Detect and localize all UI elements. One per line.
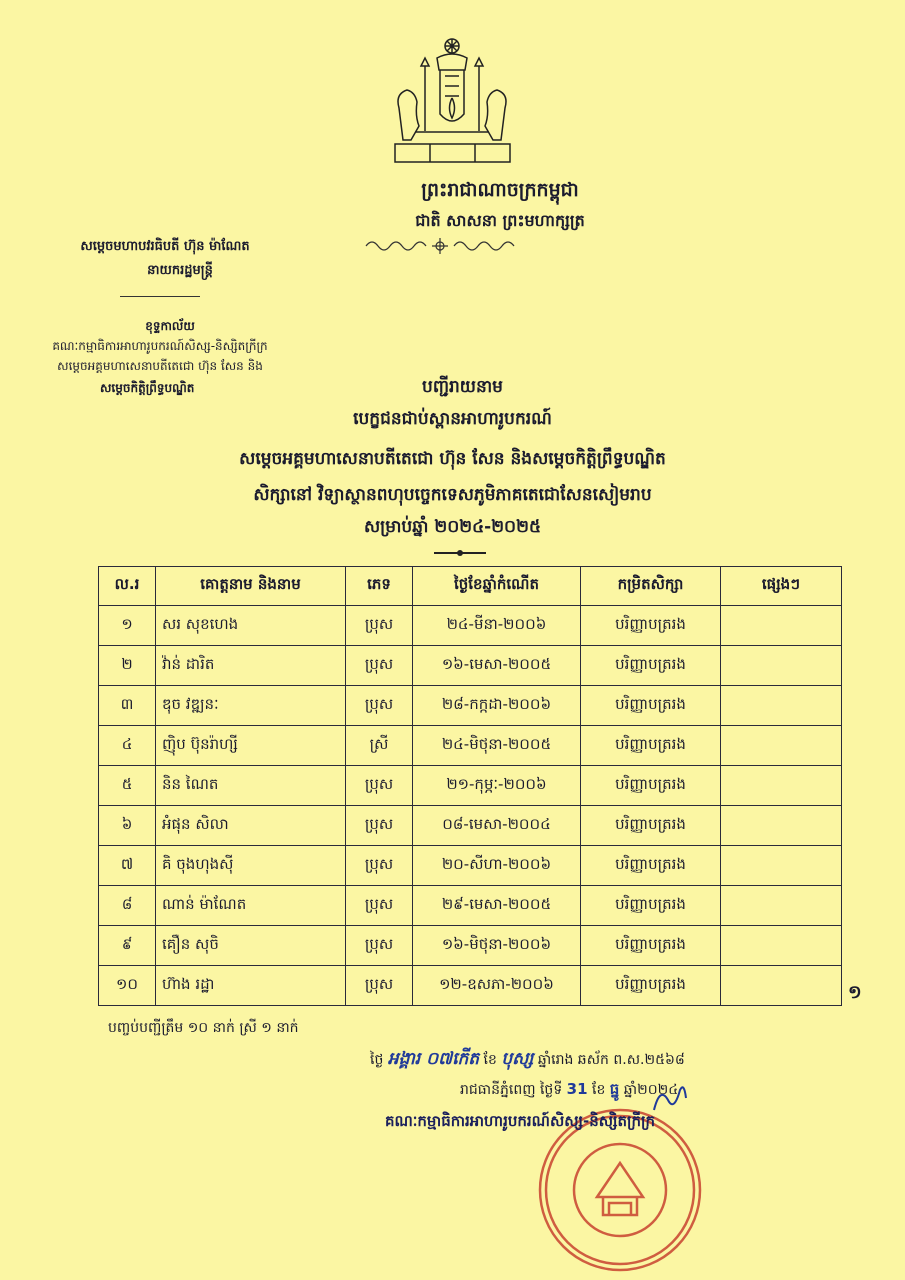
signatory-organization: គណៈកម្មាធិការអាហារូបករណ៍សិស្ស-និស្សិតក្រីក្រ <box>385 1112 656 1130</box>
cell-sex: ប្រុស <box>346 606 413 646</box>
cell-other <box>721 926 842 966</box>
solar-date <box>460 1080 678 1102</box>
prime-minister-title: នាយករដ្ឋមន្ត្រី <box>147 263 213 278</box>
cell-level: បរិញ្ញាបត្ររង <box>581 766 721 806</box>
cell-other <box>721 686 842 726</box>
cell-dob: ២៤-មិថុនា-២០០៥ <box>413 726 581 766</box>
cell-other <box>721 806 842 846</box>
cell-name: អំផុន សិលា <box>156 806 346 846</box>
cell-no: ៥ <box>99 766 156 806</box>
cell-dob: ២១-កុម្ភៈ-២០០៦ <box>413 766 581 806</box>
cell-no: ៨ <box>99 886 156 926</box>
table-row <box>99 646 842 686</box>
column-header: គោត្តនាម និងនាម <box>156 567 346 606</box>
signature-icon <box>650 1080 690 1120</box>
page-number: ១ <box>848 982 862 1003</box>
cell-other <box>721 966 842 1006</box>
cell-sex: ប្រុស <box>346 966 413 1006</box>
cell-level: បរិញ្ញាបត្ររង <box>581 966 721 1006</box>
cell-sex: ប្រុស <box>346 766 413 806</box>
list-summary: បញ្ចប់បញ្ជីត្រឹម ១០ នាក់ ស្រី ១ នាក់ <box>108 1020 299 1036</box>
cell-level: បរិញ្ញាបត្ររង <box>581 886 721 926</box>
cell-dob: ២៤-មីនា-២០០៦ <box>413 606 581 646</box>
cell-dob: ១៦-មេសា-២០០៥ <box>413 646 581 686</box>
cell-dob: ២៩-មេសា-២០០៥ <box>413 886 581 926</box>
cell-level: បរិញ្ញាបត្ររង <box>581 846 721 886</box>
cell-other <box>721 766 842 806</box>
cell-other <box>721 646 842 686</box>
column-header: ផ្សេងៗ <box>721 567 842 606</box>
cell-level: បរិញ្ញាបត្ររង <box>581 726 721 766</box>
royal-coat-of-arms-icon <box>385 36 520 171</box>
table-row <box>99 966 842 1006</box>
cell-no: ៤ <box>99 726 156 766</box>
column-header: ល.រ <box>99 567 156 606</box>
prime-minister-name: សម្ដេចមហាបវរធិបតី ហ៊ុន ម៉ាណែត <box>80 239 250 254</box>
table-row <box>99 926 842 966</box>
cell-sex: ប្រុស <box>346 846 413 886</box>
table-row <box>99 726 842 766</box>
cell-name: វ៉ាន់ ដារិត <box>156 646 346 686</box>
document-subtitle: បេក្ខជនជាប់ស្ពានអាហារូបករណ៍ <box>353 409 552 429</box>
cell-dob: ២០-សីហា-២០០៦ <box>413 846 581 886</box>
kingdom-title: ព្រះរាជាណាចក្រកម្ពុជា <box>421 179 579 201</box>
cell-no: ៧ <box>99 846 156 886</box>
cell-dob: ១២-ឧសភា-២០០៦ <box>413 966 581 1006</box>
lunar-date <box>370 1048 685 1073</box>
cell-no: ៦ <box>99 806 156 846</box>
left-divider <box>120 296 200 297</box>
solar-year: ឆ្នាំ២០២៤ <box>623 1082 679 1098</box>
cell-sex: ប្រុស <box>346 646 413 686</box>
cell-level: បរិញ្ញាបត្ររង <box>581 606 721 646</box>
committee-name: គណៈកម្មាធិការអាហារូបករណ៍សិស្ស-និស្សិតក្រីក្រ <box>52 339 268 353</box>
cell-sex: ស្រី <box>346 726 413 766</box>
solar-month-handwritten: ធ្នូ <box>609 1080 620 1098</box>
lunar-day-handwritten: អង្គារ ០៧កើត <box>387 1049 480 1069</box>
solar-date-prefix: រាជធានីភ្នំពេញ ថ្ងៃទី <box>460 1082 563 1098</box>
cell-name: គិ ចុងហុងស៊ី <box>156 846 346 886</box>
cell-no: ១ <box>99 606 156 646</box>
lunar-month-prefix: ខែ <box>483 1052 497 1068</box>
cell-no: ៩ <box>99 926 156 966</box>
cell-level: បរិញ្ញាបត្ររង <box>581 926 721 966</box>
committee-name-line2: សម្ដេចអគ្គមហាសេនាបតីតេជោ ហ៊ុន សែន និង <box>57 359 263 373</box>
lunar-month-handwritten: បុស្ស <box>501 1049 534 1069</box>
scholarship-name: សម្ដេចអគ្គមហាសេនាបតីតេជោ ហ៊ុន សែន និងសម្ដេចកិត្តិព្រឹទ្ធបណ្ឌិត <box>239 449 666 469</box>
table-row <box>99 766 842 806</box>
candidate-table <box>98 566 842 1006</box>
cell-name: ហ៊ាង រដ្ឋា <box>156 966 346 1006</box>
table-row <box>99 806 842 846</box>
cell-level: បរិញ្ញាបត្ររង <box>581 646 721 686</box>
cell-name: ញ៉ិប ប៊ុនរ៉ាហ្សី <box>156 726 346 766</box>
cell-sex: ប្រុស <box>346 686 413 726</box>
cell-no: ៣ <box>99 686 156 726</box>
table-header-row <box>99 567 842 606</box>
cell-dob: ២៨-កក្កដា-២០០៦ <box>413 686 581 726</box>
lunar-date-prefix: ថ្ងៃ <box>370 1052 384 1068</box>
office-name: ខុទ្ទកាល័យ <box>145 319 195 333</box>
committee-name-line3: សម្ដេចកិត្តិព្រឹទ្ធបណ្ឌិត <box>100 381 195 395</box>
table-row <box>99 846 842 886</box>
cell-other <box>721 886 842 926</box>
national-motto: ជាតិ សាសនា ព្រះមហាក្សត្រ <box>415 211 585 230</box>
cell-no: ១០ <box>99 966 156 1006</box>
solar-month-prefix: ខែ <box>592 1082 606 1098</box>
table-row <box>99 686 842 726</box>
cell-name: ណាន់ ម៉ាណែត <box>156 886 346 926</box>
institute-name: សិក្សានៅ វិទ្យាស្ថានពហុបច្ចេកទេសភូមិភាគតេជោសែនសៀមរាប <box>253 485 652 505</box>
cell-level: បរិញ្ញាបត្ររង <box>581 806 721 846</box>
cell-other <box>721 606 842 646</box>
cell-sex: ប្រុស <box>346 886 413 926</box>
document-title: បញ្ជីរាយនាម <box>422 377 503 397</box>
cell-name: សរ សុខហេង <box>156 606 346 646</box>
column-header: ភេទ <box>346 567 413 606</box>
table-row <box>99 606 842 646</box>
cell-no: ២ <box>99 646 156 686</box>
cell-sex: ប្រុស <box>346 926 413 966</box>
cell-level: បរិញ្ញាបត្ររង <box>581 686 721 726</box>
column-header: កម្រិតសិក្សា <box>581 567 721 606</box>
academic-year: សម្រាប់ឆ្នាំ ២០២៤-២០២៥ <box>364 517 541 537</box>
cell-other <box>721 726 842 766</box>
ornament-divider-icon <box>360 236 520 256</box>
table-row <box>99 886 842 926</box>
lunar-year: ឆ្នាំរោង ឆស័ក ព.ស.២៥៦៨ <box>537 1052 685 1068</box>
cell-dob: ១៦-មិថុនា-២០០៦ <box>413 926 581 966</box>
cell-other <box>721 846 842 886</box>
cell-sex: ប្រុស <box>346 806 413 846</box>
cell-name: គឿន សុចិ <box>156 926 346 966</box>
solar-day-handwritten: 31 <box>566 1080 588 1098</box>
cell-name: និន ណៃត <box>156 766 346 806</box>
cell-dob: ០៨-មេសា-២០០៤ <box>413 806 581 846</box>
cell-name: ឌុច វឌ្ឍនៈ <box>156 686 346 726</box>
column-header: ថ្ងៃខែឆ្នាំកំណើត <box>413 567 581 606</box>
title-ornament-icon <box>432 548 488 558</box>
